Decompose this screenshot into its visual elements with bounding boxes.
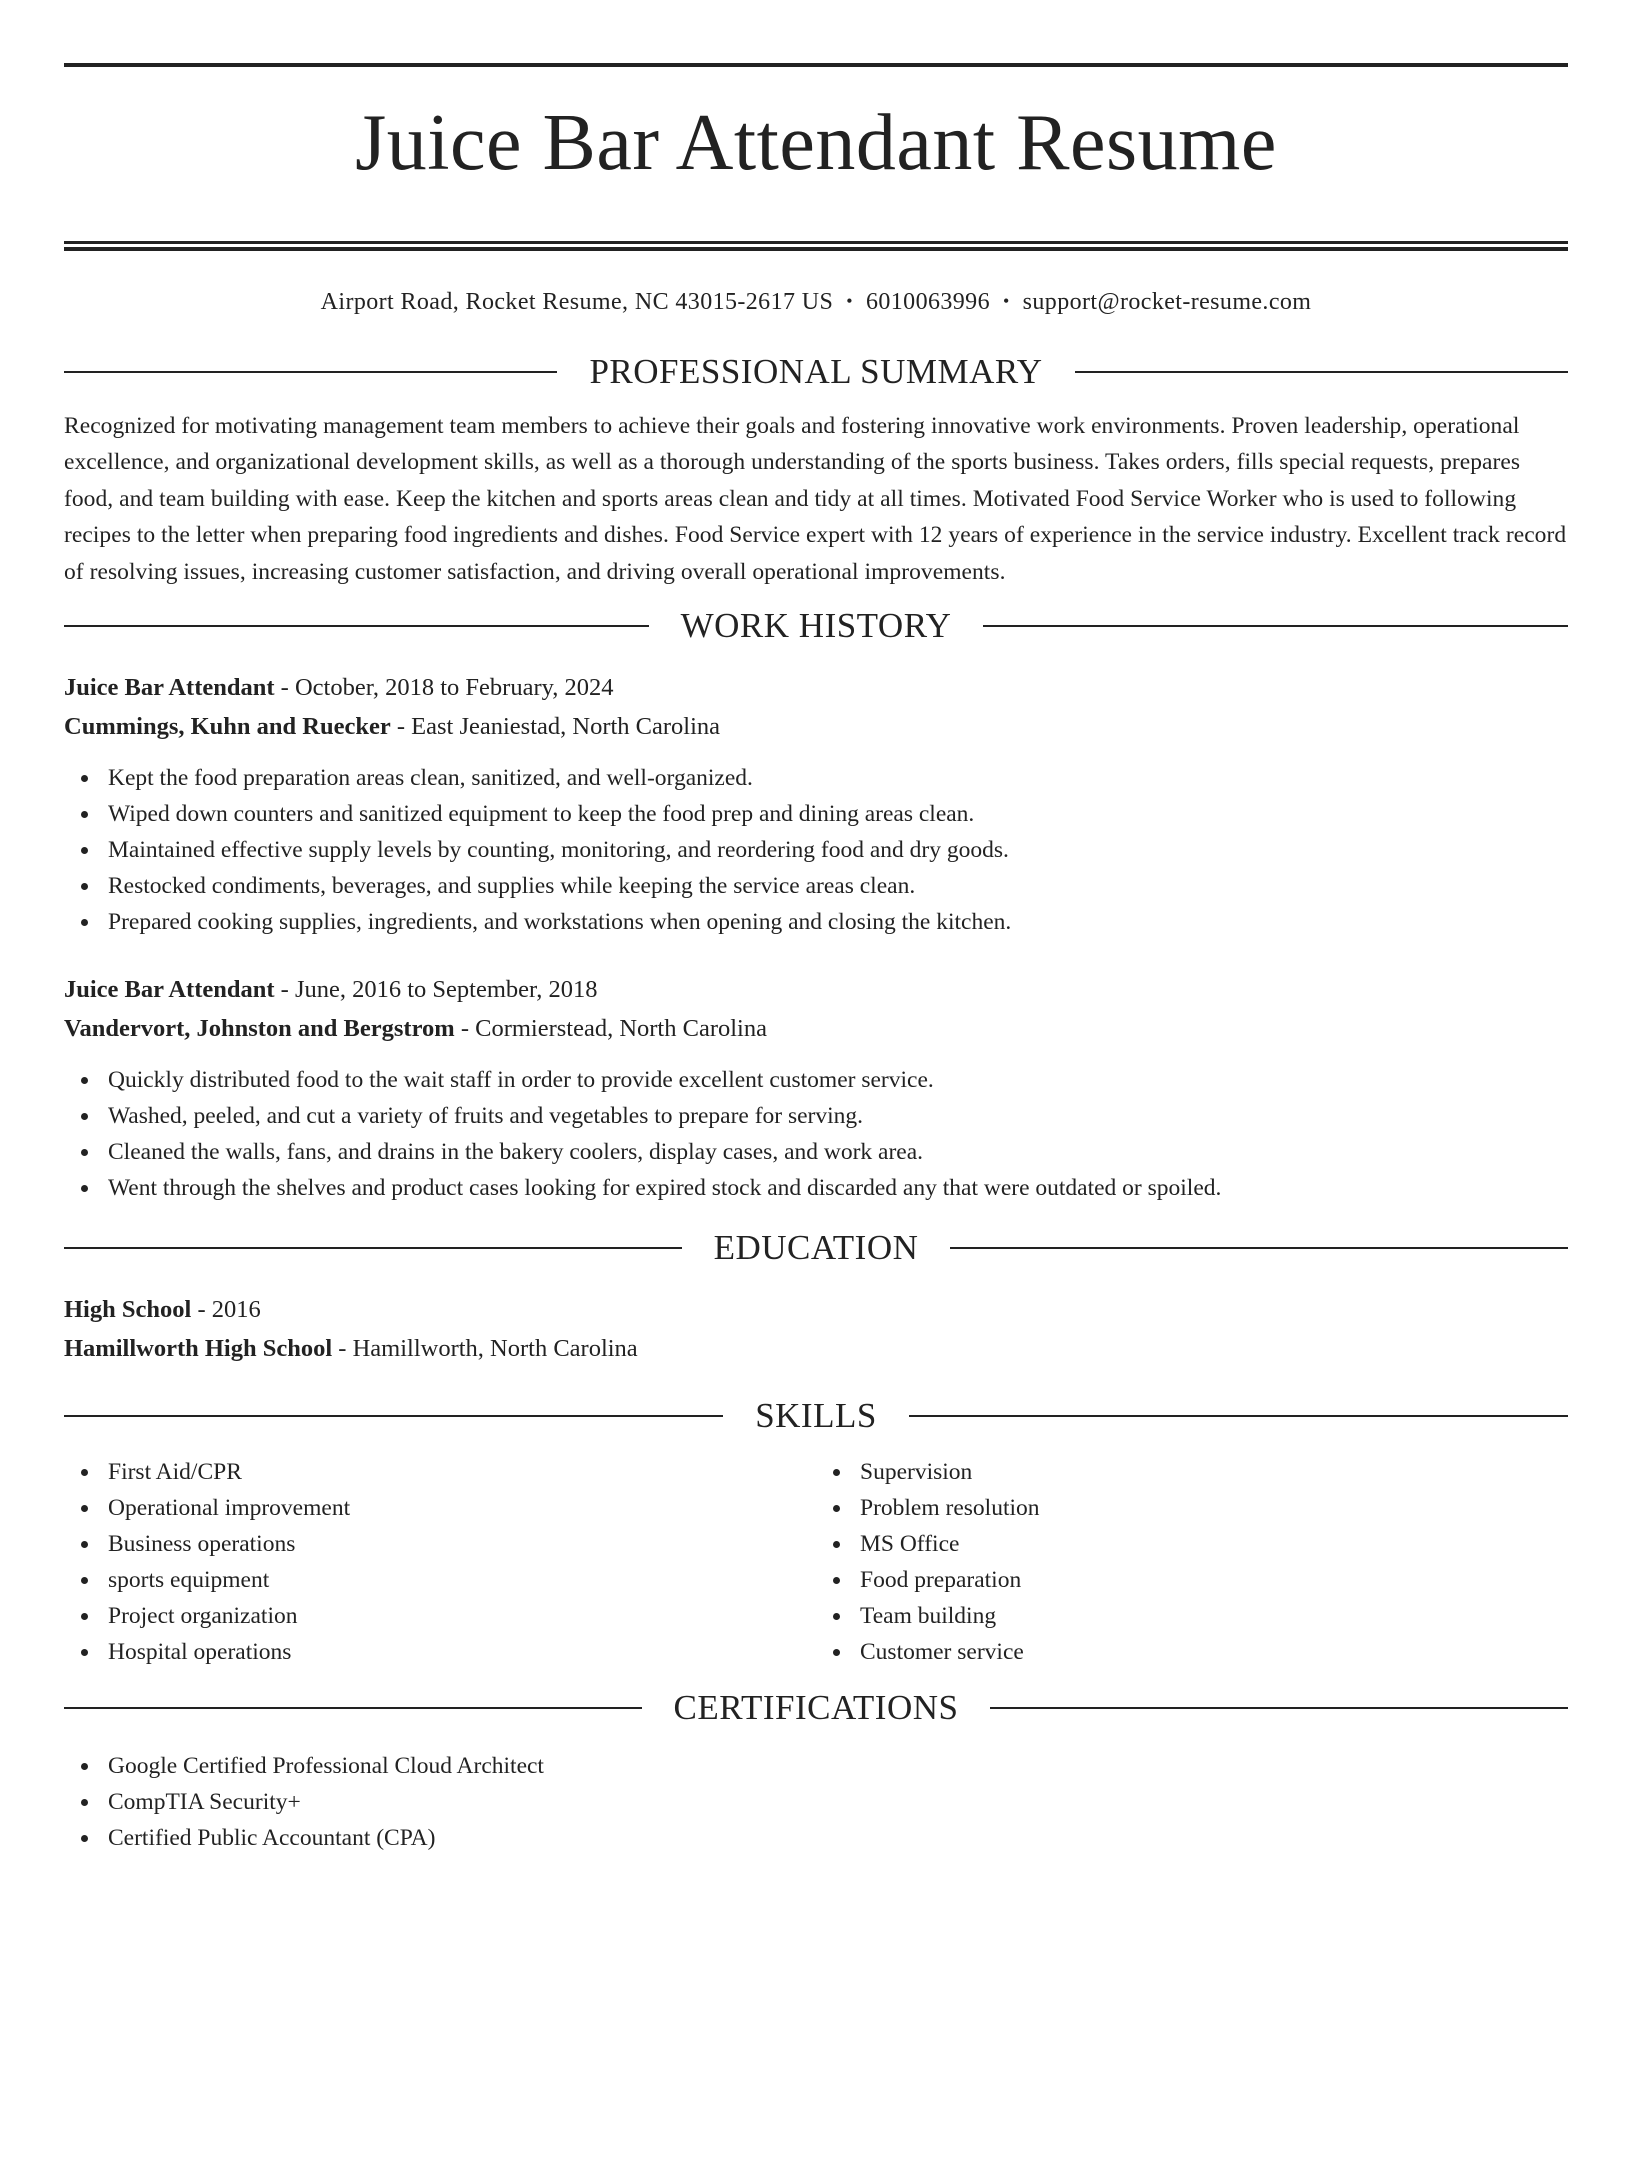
heading-rule	[1075, 371, 1568, 373]
section-title: EDUCATION	[713, 1228, 919, 1268]
contact-email[interactable]: support@rocket-resume.com	[1022, 288, 1312, 315]
list-item: sports equipment	[108, 1562, 816, 1598]
section-heading-skills	[64, 1396, 1568, 1436]
job-company: Cummings, Kuhn and Ruecker	[64, 713, 391, 741]
section-title: PROFESSIONAL SUMMARY	[589, 351, 1043, 391]
title-double-rule	[64, 241, 1568, 251]
list-item: Certified Public Accountant (CPA)	[108, 1820, 1568, 1856]
section-heading-summary	[64, 352, 1568, 392]
resume-page	[0, 63, 1632, 2175]
education-degree-line	[64, 1290, 1568, 1329]
job-duties-list	[64, 1062, 1568, 1206]
job-title-line	[64, 970, 1568, 1009]
contact-separator: •	[1002, 290, 1010, 311]
certifications-list	[64, 1748, 1568, 1856]
education-location: - Hamillworth, North Carolina	[332, 1335, 638, 1363]
list-item: Business operations	[108, 1526, 816, 1562]
list-item: Wiped down counters and sanitized equipment to keep the food prep and dining areas clean.	[108, 796, 1568, 832]
job-dates: - June, 2016 to September, 2018	[274, 976, 598, 1004]
list-item: Food preparation	[860, 1562, 1568, 1598]
job-location: - East Jeaniestad, North Carolina	[390, 713, 721, 741]
job-dates: - October, 2018 to February, 2024	[274, 674, 614, 702]
list-item: CompTIA Security+	[108, 1784, 1568, 1820]
contact-phone[interactable]: 6010063996	[865, 288, 990, 315]
section-heading-certifications	[64, 1688, 1568, 1728]
section-title: WORK HISTORY	[680, 606, 952, 646]
page-title: Juice Bar Attendant Resume	[355, 99, 1277, 187]
job-duties-list	[64, 760, 1568, 940]
heading-rule	[64, 1707, 642, 1709]
list-item: Google Certified Professional Cloud Architect	[108, 1748, 1568, 1784]
heading-rule	[64, 371, 557, 373]
education-school-line	[64, 1329, 1568, 1368]
list-item: Went through the shelves and product cases looking for expired stock and discarded any that were outdated or spoiled.	[108, 1170, 1568, 1206]
contact-line	[64, 285, 1568, 318]
heading-rule	[909, 1415, 1568, 1417]
list-item: Prepared cooking supplies, ingredients, and workstations when opening and closing the kitchen.	[108, 904, 1568, 940]
list-item: Customer service	[860, 1634, 1568, 1670]
job-entry	[64, 668, 1568, 940]
section-heading-work-history	[64, 606, 1568, 646]
heading-rule	[983, 625, 1568, 627]
list-item: Washed, peeled, and cut a variety of fruits and vegetables to prepare for serving.	[108, 1098, 1568, 1134]
job-company: Vandervort, Johnston and Bergstrom	[64, 1015, 455, 1043]
job-entry	[64, 970, 1568, 1206]
skills-list-right	[816, 1454, 1568, 1670]
list-item: Quickly distributed food to the wait staff in order to provide excellent customer service.	[108, 1062, 1568, 1098]
job-title: Juice Bar Attendant	[64, 976, 275, 1004]
list-item: Problem resolution	[860, 1490, 1568, 1526]
section-title: SKILLS	[755, 1396, 877, 1436]
education-degree: High School	[64, 1296, 192, 1324]
list-item: Supervision	[860, 1454, 1568, 1490]
job-location: - Cormierstead, North Carolina	[454, 1015, 767, 1043]
list-item: Kept the food preparation areas clean, sanitized, and well-organized.	[108, 760, 1568, 796]
job-company-line	[64, 1009, 1568, 1048]
job-company-line	[64, 707, 1568, 746]
summary-text: Recognized for motivating management team members to achieve their goals and fostering innovative work environments. Proven leadership, operational excellence, and organizational development skills, as well as a thorough understanding of the sports business. Takes orders, fills special requests, prepares food, and team building with ease. Keep the kitchen and sports areas clean and tidy at all times. Motivated Food Service Worker who is used to following recipes to the letter when preparing food ingredients and dishes. Food Service expert with 12 years of experience in the service industry. Excellent track record of resolving issues, increasing customer satisfaction, and driving overall operational improvements.	[64, 412, 1567, 585]
list-item: Restocked condiments, beverages, and supplies while keeping the service areas clean.	[108, 868, 1568, 904]
skills-grid	[64, 1454, 1568, 1670]
job-title-line	[64, 668, 1568, 707]
heading-rule	[64, 1247, 682, 1249]
list-item: Maintained effective supply levels by counting, monitoring, and reordering food and dry goods.	[108, 832, 1568, 868]
section-title: CERTIFICATIONS	[673, 1688, 959, 1728]
skills-list-left	[64, 1454, 816, 1670]
heading-rule	[950, 1247, 1568, 1249]
list-item: Operational improvement	[108, 1490, 816, 1526]
list-item: First Aid/CPR	[108, 1454, 816, 1490]
list-item: Hospital operations	[108, 1634, 816, 1670]
contact-address: Airport Road, Rocket Resume, NC 43015-2617 US	[320, 288, 834, 315]
job-title: Juice Bar Attendant	[64, 674, 275, 702]
education-entry	[64, 1290, 1568, 1368]
top-rule	[64, 63, 1568, 67]
education-year: - 2016	[191, 1296, 261, 1324]
contact-separator: •	[846, 290, 853, 311]
heading-rule	[64, 1415, 723, 1417]
section-heading-education	[64, 1228, 1568, 1268]
list-item: MS Office	[860, 1526, 1568, 1562]
heading-rule	[64, 625, 649, 627]
education-school: Hamillworth High School	[64, 1335, 333, 1363]
list-item: Project organization	[108, 1598, 816, 1634]
list-item: Team building	[860, 1598, 1568, 1634]
list-item: Cleaned the walls, fans, and drains in the bakery coolers, display cases, and work area.	[108, 1134, 1568, 1170]
heading-rule	[990, 1707, 1568, 1709]
